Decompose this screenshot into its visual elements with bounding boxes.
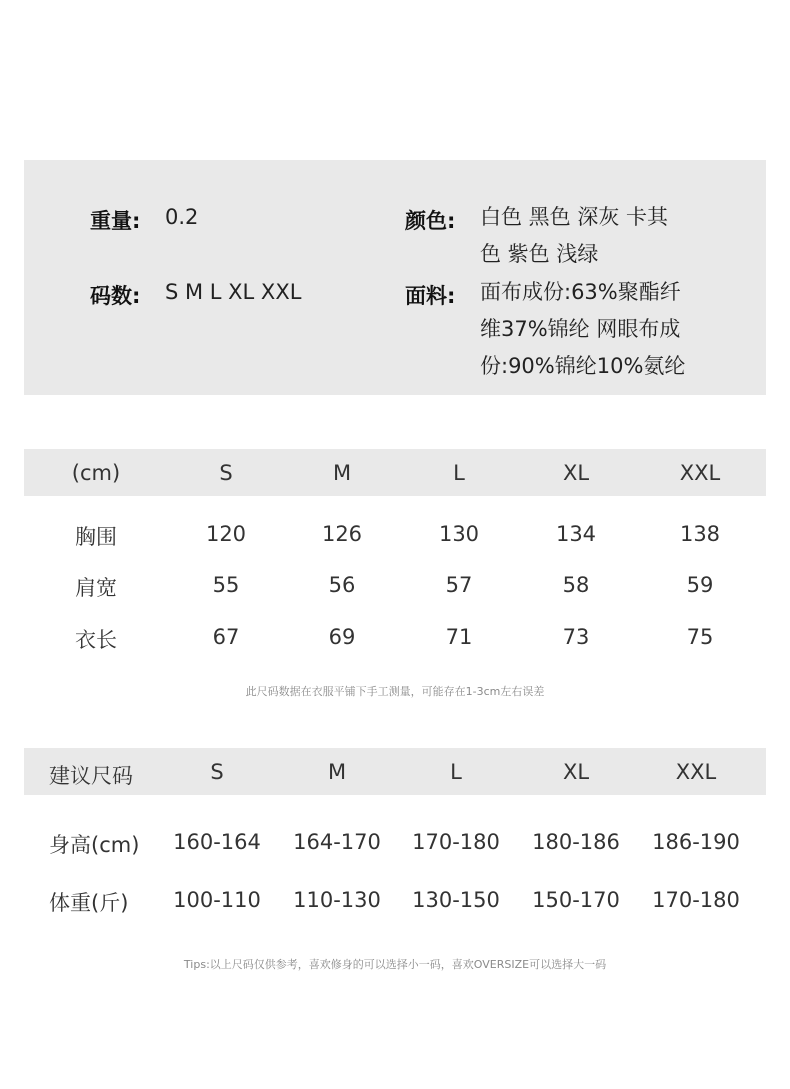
color-line: 白色 黑色 深灰 卡其: [480, 205, 669, 229]
fabric-values: [480, 274, 685, 385]
fabric-label: 面料:: [405, 284, 456, 308]
measure-row-label: 胸围: [75, 525, 117, 549]
recommend-header-label: 建议尺码: [49, 764, 133, 788]
color-label: 颜色:: [405, 209, 456, 233]
measure-cell: 130: [438, 522, 480, 546]
measure-header-size: L: [453, 461, 465, 485]
recommend-cell: 186-190: [652, 830, 740, 854]
weight-value: 0.2: [165, 205, 199, 229]
recommend-cell: 180-186: [532, 830, 620, 854]
measure-header-size: S: [219, 461, 233, 485]
measure-header-size: M: [332, 461, 352, 485]
recommend-header-size: XL: [562, 760, 590, 784]
size-label: 码数:: [90, 284, 141, 308]
recommend-cell: 150-170: [532, 888, 620, 912]
recommend-table-header-band: [24, 748, 766, 795]
measure-header-unit: (cm): [71, 461, 121, 485]
measure-cell: 57: [445, 573, 473, 597]
tips-note: Tips:以上尺码仅供参考，喜欢修身的可以选择小一码，喜欢OVERSIZE可以选择大一码: [183, 958, 607, 971]
measure-row-label: 肩宽: [75, 576, 117, 600]
fabric-line: 面布成份:63%聚酯纤: [480, 280, 681, 304]
measure-cell: 58: [562, 573, 590, 597]
measure-note: 此尺码数据在衣服平铺下手工测量，可能存在1-3cm左右误差: [245, 685, 545, 698]
recommend-row-label: 身高(cm): [49, 833, 140, 857]
color-line: 色 紫色 浅绿: [480, 242, 599, 266]
measure-cell: 120: [205, 522, 247, 546]
measure-cell: 134: [555, 522, 597, 546]
recommend-header-size: M: [327, 760, 347, 784]
measure-header-size: XXL: [679, 461, 721, 485]
recommend-header-size: S: [210, 760, 224, 784]
recommend-cell: 110-130: [293, 888, 381, 912]
measure-cell: 138: [679, 522, 721, 546]
weight-label: 重量:: [90, 209, 141, 233]
recommend-row-label: 体重(斤): [49, 891, 129, 915]
fabric-line: 维37%锦纶 网眼布成: [480, 317, 681, 341]
measure-table-header-band: [24, 449, 766, 496]
measure-header-size: XL: [562, 461, 590, 485]
recommend-cell: 170-180: [412, 830, 500, 854]
color-values: [480, 199, 668, 273]
fabric-line: 份:90%锦纶10%氨纶: [480, 354, 686, 378]
size-value: S M L XL XXL: [165, 280, 302, 304]
measure-cell: 69: [328, 625, 356, 649]
recommend-header-size: L: [450, 760, 462, 784]
recommend-cell: 100-110: [173, 888, 261, 912]
recommend-cell: 170-180: [652, 888, 740, 912]
recommend-header-size: XXL: [675, 760, 717, 784]
recommend-cell: 164-170: [293, 830, 381, 854]
measure-cell: 73: [562, 625, 590, 649]
measure-cell: 75: [686, 625, 714, 649]
measure-cell: 55: [212, 573, 240, 597]
recommend-cell: 160-164: [173, 830, 261, 854]
measure-cell: 56: [328, 573, 356, 597]
measure-cell: 71: [445, 625, 473, 649]
measure-cell: 67: [212, 625, 240, 649]
recommend-cell: 130-150: [412, 888, 500, 912]
measure-row-label: 衣长: [75, 628, 117, 652]
measure-cell: 59: [686, 573, 714, 597]
measure-cell: 126: [321, 522, 363, 546]
